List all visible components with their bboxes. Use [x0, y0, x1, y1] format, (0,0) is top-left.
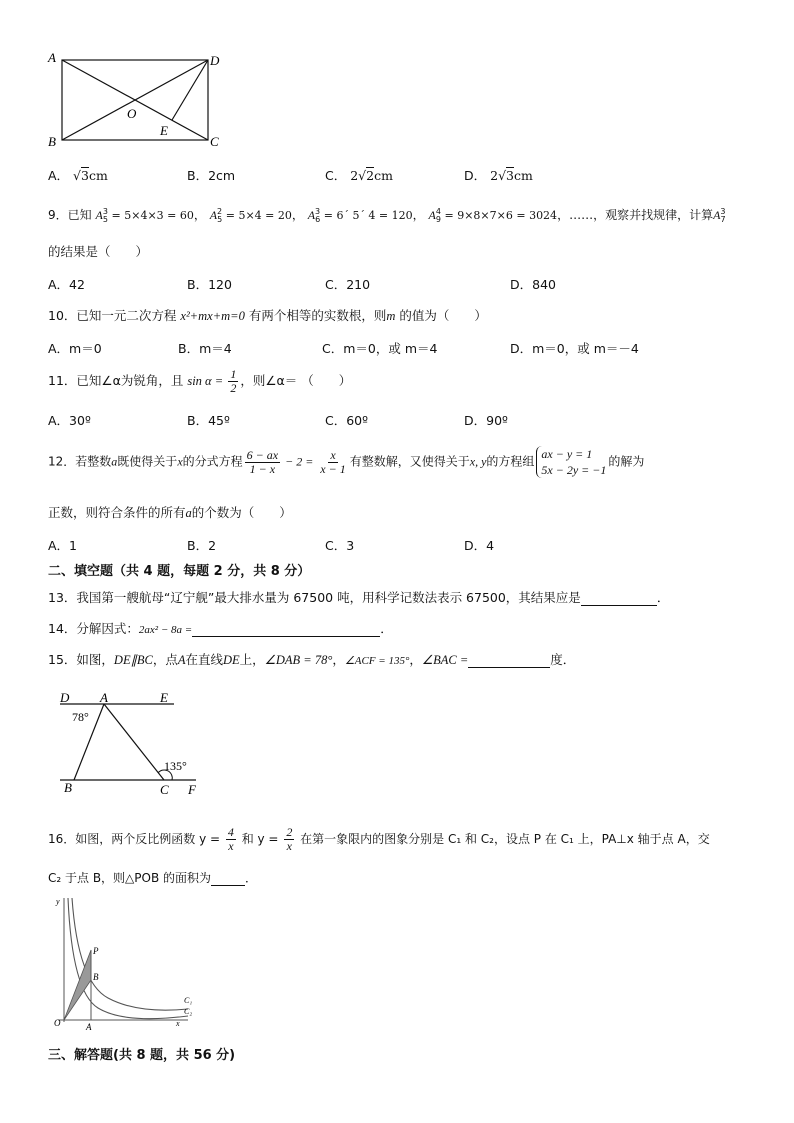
- question-14: 14．分解因式：2ax² − 8a = ．: [48, 621, 393, 636]
- section-fill-in: 二、填空题（共 4 题，每题 2 分，共 8 分）: [48, 564, 311, 579]
- q12-option-c[interactable]: C．3: [325, 538, 355, 553]
- sqrt-symbol: √: [498, 168, 507, 183]
- q11-option-d[interactable]: D．90º: [464, 413, 508, 428]
- q8-option-c[interactable]: C． 2√2cm: [325, 168, 393, 183]
- answer-blank-15[interactable]: [468, 653, 550, 668]
- curve-c2: [68, 898, 188, 1019]
- label-f: F: [188, 782, 196, 797]
- answer-blank-14[interactable]: [192, 622, 380, 637]
- q9-option-d[interactable]: D．840: [510, 277, 556, 292]
- q10-option-a[interactable]: A．m＝0: [48, 341, 102, 356]
- label-b: B: [93, 972, 99, 982]
- q9-option-a[interactable]: A．42: [48, 277, 85, 292]
- sqrt-symbol: √: [358, 168, 367, 183]
- q11-option-b[interactable]: B．45º: [187, 413, 230, 428]
- section-solutions: 三、解答题(共 8 题，共 56 分): [48, 1048, 236, 1063]
- triangle-pob: [64, 950, 91, 1020]
- angle-135-label: 135°: [164, 759, 187, 773]
- q8-option-d[interactable]: D． 2√3cm: [464, 168, 533, 183]
- label-b: B: [64, 780, 72, 795]
- q8-option-b[interactable]: B．2cm: [187, 168, 236, 183]
- hyperbola-figure: [48, 892, 204, 1032]
- question-9-line2: 的结果是（ ）: [48, 244, 149, 259]
- question-12: 12．若整数a既使得关于x的分式方程 $\frac{6 - ax}{1 - x}$ − 2 = $\frac{x}{x - 1}$ 有整数解，又使得关于x, y的方程组 ax − y = 1 5x − 2y = −1 的解为: [48, 447, 645, 477]
- label-a: A: [48, 50, 56, 65]
- answer-blank-13[interactable]: [581, 591, 657, 606]
- q10-option-d[interactable]: D．m＝0，或 m＝－4: [510, 341, 639, 356]
- label-c1: C₁: [184, 996, 193, 1005]
- q11-option-a[interactable]: A．30º: [48, 413, 91, 428]
- q10-option-c[interactable]: C．m＝0，或 m＝4: [322, 341, 438, 356]
- q9-option-c[interactable]: C．210: [325, 277, 371, 292]
- fraction-lhs: $\frac{6 - ax}{1 - x}$: [246, 447, 279, 476]
- label-o: O: [54, 1018, 61, 1028]
- question-15: 15．如图，DE∥BC，点A在直线DE上，∠DAB = 78°，∠ACF = 135°，∠BAC = 度．: [48, 652, 576, 667]
- axis-label-y: y: [56, 897, 60, 906]
- label-c2: C₂: [184, 1007, 193, 1016]
- label-d: D: [60, 690, 70, 705]
- q12-option-a[interactable]: A．1: [48, 538, 78, 553]
- fraction-rhs: $\frac{x}{x - 1}$: [320, 447, 346, 476]
- angle-78-label: 78°: [72, 710, 89, 724]
- fraction-4-over-x: $\frac{4}{x}$: [227, 825, 234, 853]
- triangle-figure: [56, 688, 206, 798]
- label-d: D: [210, 53, 220, 68]
- label-o: O: [127, 106, 137, 121]
- fraction-one-half: $\frac{1}{2}$: [230, 367, 237, 395]
- label-a: A: [86, 1022, 92, 1032]
- label-c: C: [210, 134, 219, 149]
- side-ac: [104, 704, 164, 780]
- q11-option-c[interactable]: C．60º: [325, 413, 369, 428]
- question-13: 13．我国第一艘航母“辽宁舰”最大排水量为 67500 吨，用科学记数法表示 67500，其结果应是 ．: [48, 590, 670, 605]
- label-a: A: [100, 690, 108, 705]
- label-e: E: [160, 123, 168, 138]
- sqrt-symbol: √: [73, 168, 82, 183]
- question-11: 11．已知∠α为锐角，且 sin α = $\frac{1}{2}$ ，则∠α＝ （ ）: [48, 367, 352, 395]
- label-c: C: [160, 782, 169, 797]
- q12-option-b[interactable]: B．2: [187, 538, 217, 553]
- question-16-line2: C₂ 于点 B，则△POB 的面积为 ．: [48, 871, 258, 885]
- q8-option-a[interactable]: A． √3cm: [48, 168, 108, 183]
- question-16: 16．如图，两个反比例函数 y = $\frac{4}{x}$ 和 y = $\frac{2}{x}$ 在第一象限内的图象分别是 C₁ 和 C₂，设点 P 在 C₁ 上，PA⊥x 轴于点 A，交: [48, 825, 710, 853]
- label-e: E: [160, 690, 168, 705]
- equation-system: ax − y = 1 5x − 2y = −1: [536, 446, 606, 478]
- question-9: 9．已知 $A^3_5 = 5\times 4\times 3 = 60$， $A^2_5 = 5\times 4 = 20$， $A^3_6$ = 6´ 5´ 4 = 120， $A^4_9 = 9\times 8\times 7\times 6 = 3024$，……，观察并找规律，计算$A^3_7$: [48, 207, 726, 225]
- fraction-2-over-x: $\frac{2}{x}$: [286, 825, 293, 853]
- rectangle-figure: [44, 48, 234, 152]
- label-b: B: [48, 134, 56, 149]
- segment-de: [172, 60, 208, 120]
- question-12-line2: 正数，则符合条件的所有a的个数为（ ）: [48, 505, 292, 520]
- q12-option-d[interactable]: D．4: [464, 538, 495, 553]
- answer-blank-16[interactable]: [211, 871, 245, 886]
- question-10: 10．已知一元二次方程 x²+mx+m=0 有两个相等的实数根，则m 的值为（ ）: [48, 308, 487, 323]
- axis-label-x: x: [176, 1019, 180, 1028]
- q9-option-b[interactable]: B．120: [187, 277, 232, 292]
- label-p: P: [93, 946, 99, 956]
- q10-option-b[interactable]: B．m＝4: [178, 341, 232, 356]
